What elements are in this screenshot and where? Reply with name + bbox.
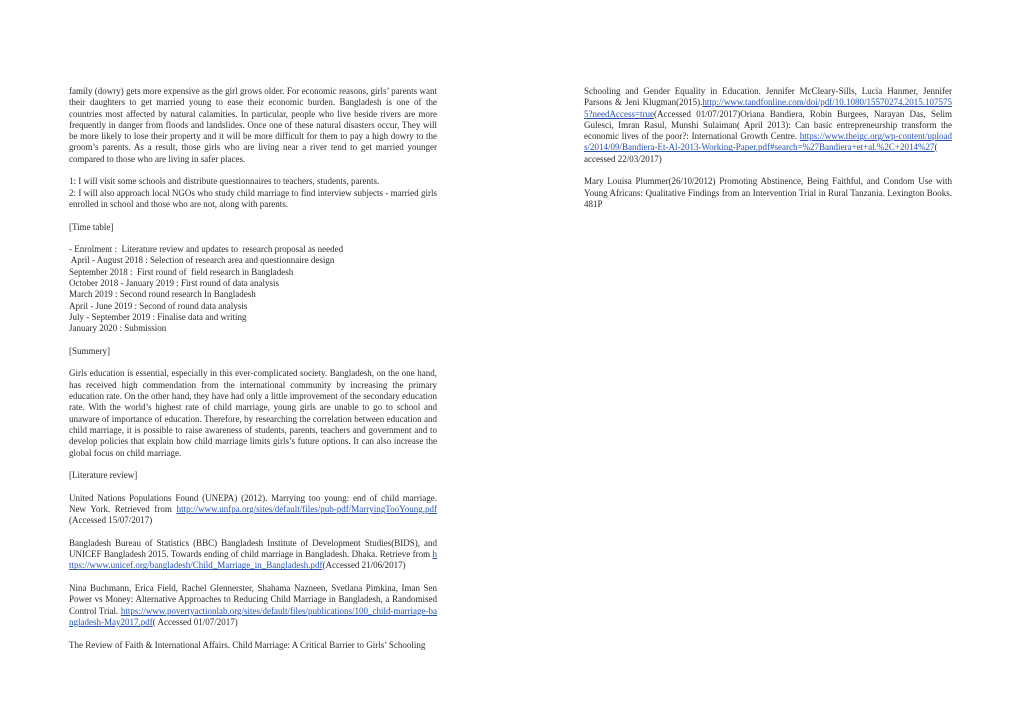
timetable-list <box>69 244 437 334</box>
reference-entry <box>584 86 952 165</box>
reference-entry: Mary Louisa Plummer(26/10/2012) Promoting Abstinence, Being Faithful, and Condom Use with Young Africans: Qualitative Findings from an Intervention Trial in Rural Tanzania. Lexington Books. 481P <box>584 176 952 209</box>
reference-accessed: ( Accessed 01/07/2017) <box>152 616 238 627</box>
reference-entry <box>69 538 437 572</box>
literature-heading: [Literature review] <box>69 470 138 481</box>
timetable-item: - Enrolment : Literature review and updates to research proposal as needed <box>69 244 344 255</box>
reference-entry <box>69 583 437 628</box>
reference-link[interactable]: https://www.povertyactionlab.org/sites/default/files/publications/100_child-marriage-bangladesh-May2017.pdf <box>69 605 437 627</box>
reference-text: Nina Buchmann, Erica Field, Rachel Glennerster, Shahama Nazneen, Svetlana Pimkina, Iman Sen Power vs Money: Alternative Approaches to Reducing Child Marriage in Bangladesh, a Randomised Control Trial. <box>69 583 437 616</box>
plan-line: 1: I will visit some schools and distribute questionnaires to teachers, students, parents. <box>69 176 380 187</box>
reference-link[interactable]: https://www.unicef.org/bangladesh/Child_Marriage_in_Bangladesh.pdf <box>69 549 437 571</box>
timetable-item: October 2018 - January 2019 : First round of data analysis <box>69 278 279 289</box>
reference-link[interactable]: https://www.theigc.org/wp-content/uploads/2014/09/Bandiera-Et-Al-2013-Working-Paper.pdf#search=%27Bandiera+et+al.%2C+2014%27 <box>584 131 952 153</box>
reference-text: Bangladesh Bureau of Statistics (BBC) Bangladesh Institute of Development Studies(BIDS), and UNICEF Bangladesh 2015. Towards ending of child marriage in Bangladesh. Dhaka. Retrieve from <box>69 537 437 560</box>
reference-entry <box>69 493 437 527</box>
plan-line: 2: I will also approach local NGOs who study child marriage to find interview subjects - married girls enrolled in school and those who are not, along with parents. <box>69 187 437 209</box>
timetable-item: January 2020 : Submission <box>69 323 167 334</box>
reference-link[interactable]: http://www.tandfonline.com/doi/pdf/10.1080/15570274.2015.1075755?needAccess=true <box>584 97 952 119</box>
reference-text: Schooling and Gender Equality in Education. Jennifer McCleary-Sills, Lucia Hanmer, Jennifer Parsons & Jeni Klugman(2015). <box>584 86 952 108</box>
right-column <box>584 86 952 222</box>
timetable-item: March 2019 : Second round research In Bangladesh <box>69 289 256 300</box>
summary-heading: [Summery] <box>69 345 110 356</box>
left-column <box>69 86 437 662</box>
reference-accessed: (Accessed 21/06/2017) <box>322 560 406 571</box>
timetable-heading: [Time table] <box>69 221 114 232</box>
timetable-item: September 2018 : First round of field research in Bangladesh <box>69 266 294 277</box>
reference-accessed: (Accessed 15/07/2017) <box>69 515 153 526</box>
timetable-item: April - August 2018 : Selection of research area and questionnaire design <box>69 255 335 266</box>
reference-entry-partial: The Review of Faith & International Affairs. Child Marriage: A Critical Barrier to Girls’ Schooling <box>69 639 426 650</box>
plan-paragraph <box>69 176 437 210</box>
reference-text: (Accessed 01/07/2017)Oriana Bandiera, Robin Burgees, Narayan Das, Selim Gulesci, Imran Rasul, Munshi Sulaiman( April 2013): Can basic entrepreneurship transform the economic lives of the poor?: International Growth Centre. <box>584 108 952 142</box>
summary-paragraph: Girls education is essential, especially in this ever-complicated society. Bangladesh, on the one hand, has received high commendation from the international community by increasing the primary education rate. On the other hand, they have had only a little improvement of the secondary education rate. With the world’s highest rate of child marriage, young girls are unable to go to school and unaware of importance of education. Therefore, by researching the correlation between education and child marriage, it is possible to raise awareness of students, parents, teachers and government and to develop policies that explain how child marriage limits girls’s future options. It can also increase the global focus on child marriage. <box>69 368 437 458</box>
reference-text: United Nations Populations Found (UNEPA) (2012). Marrying too young: end of child marriage. New York. Retrieved from <box>69 492 437 514</box>
timetable-item: July - September 2019 : Finalise data and writing <box>69 311 247 322</box>
reference-accessed: ( accessed 22/03/2017) <box>584 142 938 164</box>
reference-link[interactable]: http://www.unfpa.org/sites/default/files/pub-pdf/MarryingTooYoung.pdf <box>176 503 437 514</box>
intro-paragraph: family (dowry) gets more expensive as the girl grows older. For economic reasons, girls’ parents want their daughters to get married young to ease their economic burden. Bangladesh is one of the countries most affected by natural calamities. In particular, people who live beside rivers are more frequently in danger from floods and landslides. Once one of these natural disasters occur, They will be more likely to lose their property and it will be more difficult for them to pay a high dowry to the groom’s parents. As a result, those girls who are living near a river tend to get married younger compared to those who are living in safer places. <box>69 86 437 164</box>
timetable-item: April - June 2019 : Second of round data analysis <box>69 300 248 311</box>
